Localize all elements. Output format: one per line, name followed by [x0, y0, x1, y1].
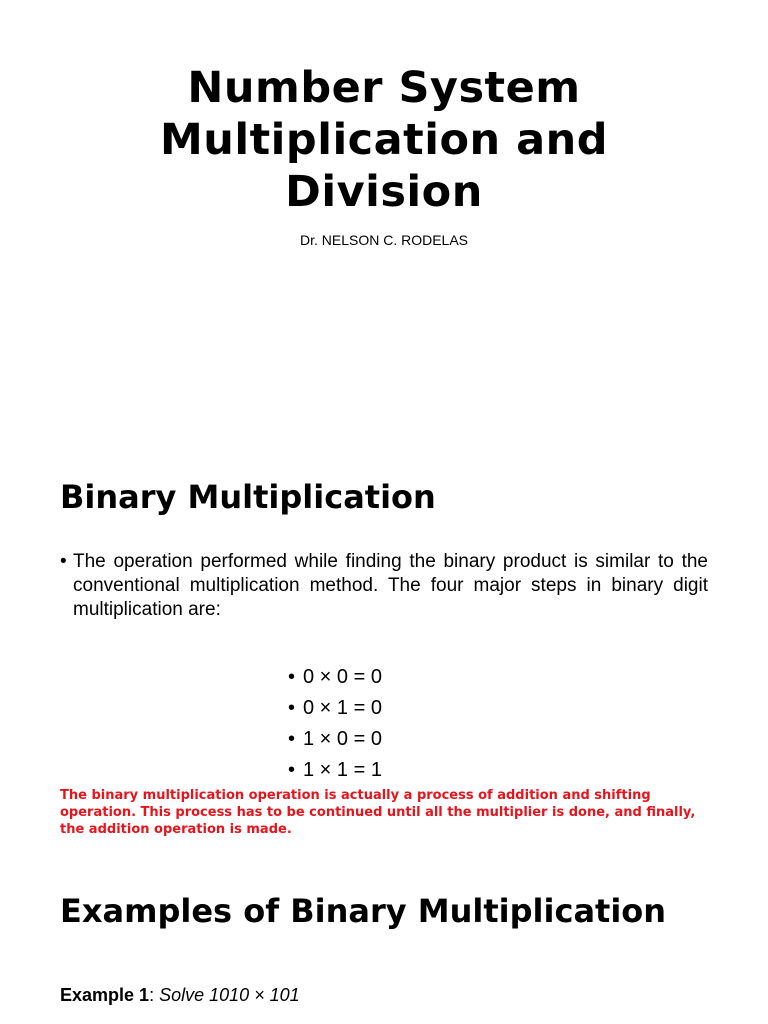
examples-slide [0, 854, 768, 1024]
rule-text: 0 × 0 = 0 [303, 666, 382, 688]
bullet-dot-icon: • [288, 666, 296, 688]
rule-text: 1 × 1 = 1 [303, 759, 382, 781]
example-separator: : [149, 985, 160, 1005]
slide-heading: Binary Multiplication [60, 478, 436, 516]
slide-heading: Examples of Binary Multiplication [60, 892, 667, 930]
multiplication-rules-list [288, 662, 382, 786]
rule-text: 1 × 0 = 0 [303, 728, 382, 750]
author-name: Dr. NELSON C. RODELAS [299, 232, 469, 248]
title-slide [0, 0, 768, 440]
example-expression: Solve 1010 × 101 [159, 985, 300, 1005]
bullet-dot-icon: • [288, 728, 296, 750]
binary-multiplication-slide [0, 440, 768, 854]
bullet-dot-icon: • [288, 759, 296, 781]
example-label: Example 1 [60, 985, 150, 1005]
list-item [288, 662, 382, 693]
list-item [288, 693, 382, 724]
highlight-note: The binary multiplication operation is actually a process of addition and shifting operation. This process has to be continued until all the multiplier is done, and finally, the addition operation is made. [60, 788, 696, 837]
intro-bullet [60, 550, 708, 622]
bullet-dot-icon: • [60, 551, 67, 572]
list-item [288, 755, 382, 786]
rule-text: 0 × 1 = 0 [303, 697, 382, 719]
bullet-dot-icon: • [288, 697, 296, 719]
intro-text: The operation performed while finding the binary product is similar to the conventional multiplication method. The four major steps in binary digit multiplication are: [73, 551, 708, 620]
presentation-title: Number System Multiplication and Division [159, 63, 609, 217]
example-line [60, 984, 300, 1006]
list-item [288, 724, 382, 755]
